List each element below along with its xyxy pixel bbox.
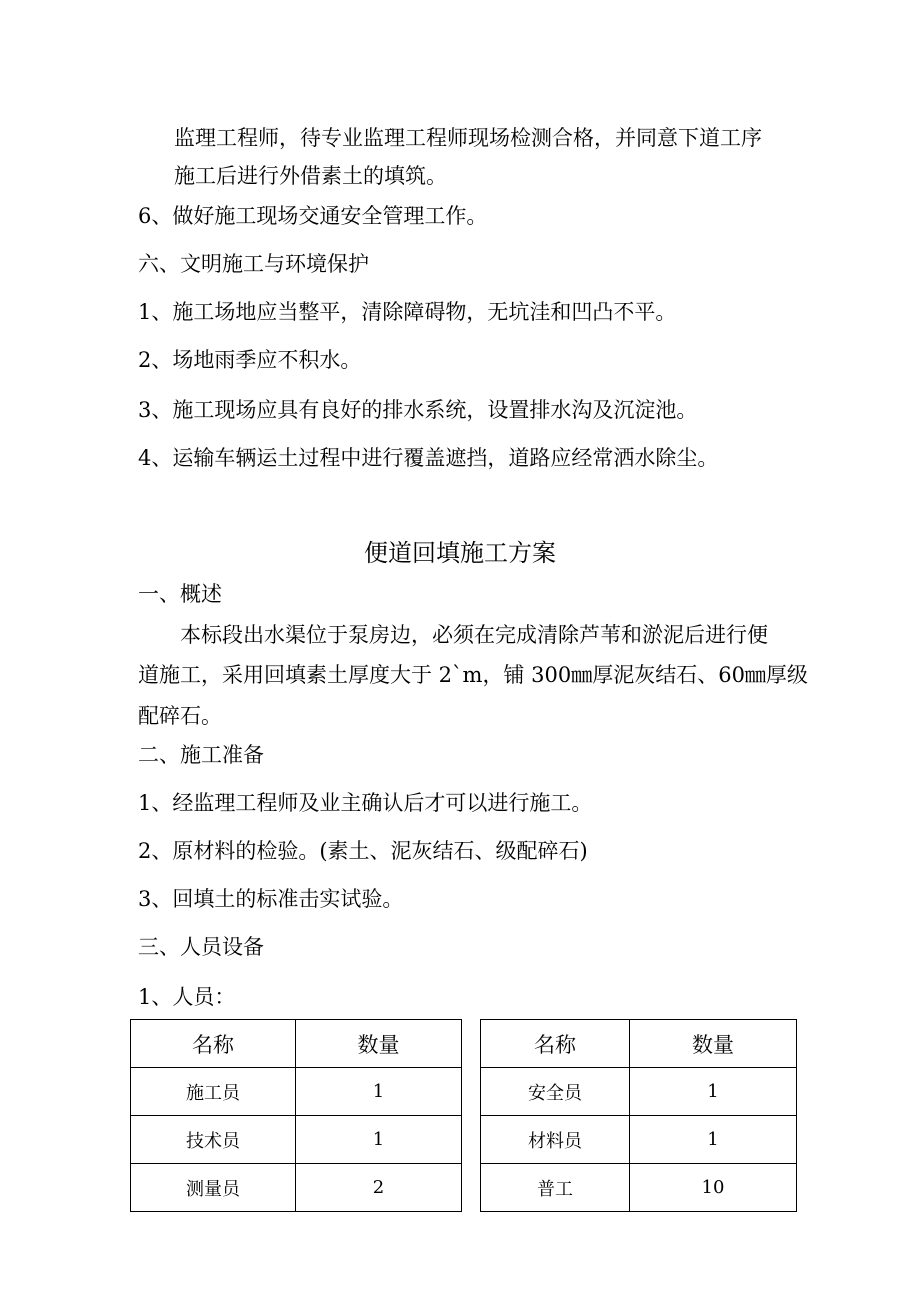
role-cell: 材料员 [481,1116,630,1164]
role-cell: 测量员 [131,1164,296,1212]
document-title: 便道回填施工方案 [364,539,556,567]
role-cell: 安全员 [481,1068,630,1116]
section-heading: 三、人员设备 [138,935,264,959]
header-name-right: 名称 [481,1020,630,1068]
count-cell: 1 [630,1116,797,1164]
table-header-row [131,1020,797,1068]
list-item: 3、回填土的标准击实试验。 [138,887,404,911]
list-item: 2、场地雨季应不积水。 [138,348,362,372]
section-heading: 二、施工准备 [138,743,264,767]
role-cell: 技术员 [131,1116,296,1164]
staff-table [130,1019,797,1212]
header-qty-left: 数量 [296,1020,462,1068]
role-cell: 普工 [481,1164,630,1212]
header-qty-right: 数量 [630,1020,797,1068]
role-cell: 施工员 [131,1068,296,1116]
count-cell: 1 [630,1068,797,1116]
sub-heading: 1、人员： [138,985,236,1009]
paragraph-line: 监理工程师，待专业监理工程师现场检测合格，并同意下道工序 [174,126,762,150]
list-item: 3、施工现场应具有良好的排水系统，设置排水沟及沉淀池。 [138,398,698,422]
count-cell: 1 [296,1068,462,1116]
list-item: 1、经监理工程师及业主确认后才可以进行施工。 [138,791,593,815]
list-item: 1、施工场地应当整平，清除障碍物，无坑洼和凹凸不平。 [138,300,677,324]
header-name-left: 名称 [131,1020,296,1068]
section-heading: 六、文明施工与环境保护 [138,252,369,276]
paragraph-line: 施工后进行外借素土的填筑。 [174,164,447,188]
section-heading: 一、概述 [138,582,222,606]
paragraph-line: 配碎石。 [138,704,222,728]
paragraph-line: 道施工，采用回填素土厚度大于 2`m，铺 300㎜厚泥灰结石、60㎜厚级 [138,663,808,687]
count-cell: 2 [296,1164,462,1212]
column-gap [462,1020,481,1212]
list-item: 2、原材料的检验。(素土、泥灰结石、级配碎石) [138,839,588,863]
count-cell: 1 [296,1116,462,1164]
count-cell: 10 [630,1164,797,1212]
paragraph-line: 本标段出水渠位于泵房边，必须在完成清除芦苇和淤泥后进行便 [180,623,768,647]
list-item: 6、做好施工现场交通安全管理工作。 [138,204,488,228]
list-item: 4、运输车辆运土过程中进行覆盖遮挡，道路应经常洒水除尘。 [138,446,719,470]
